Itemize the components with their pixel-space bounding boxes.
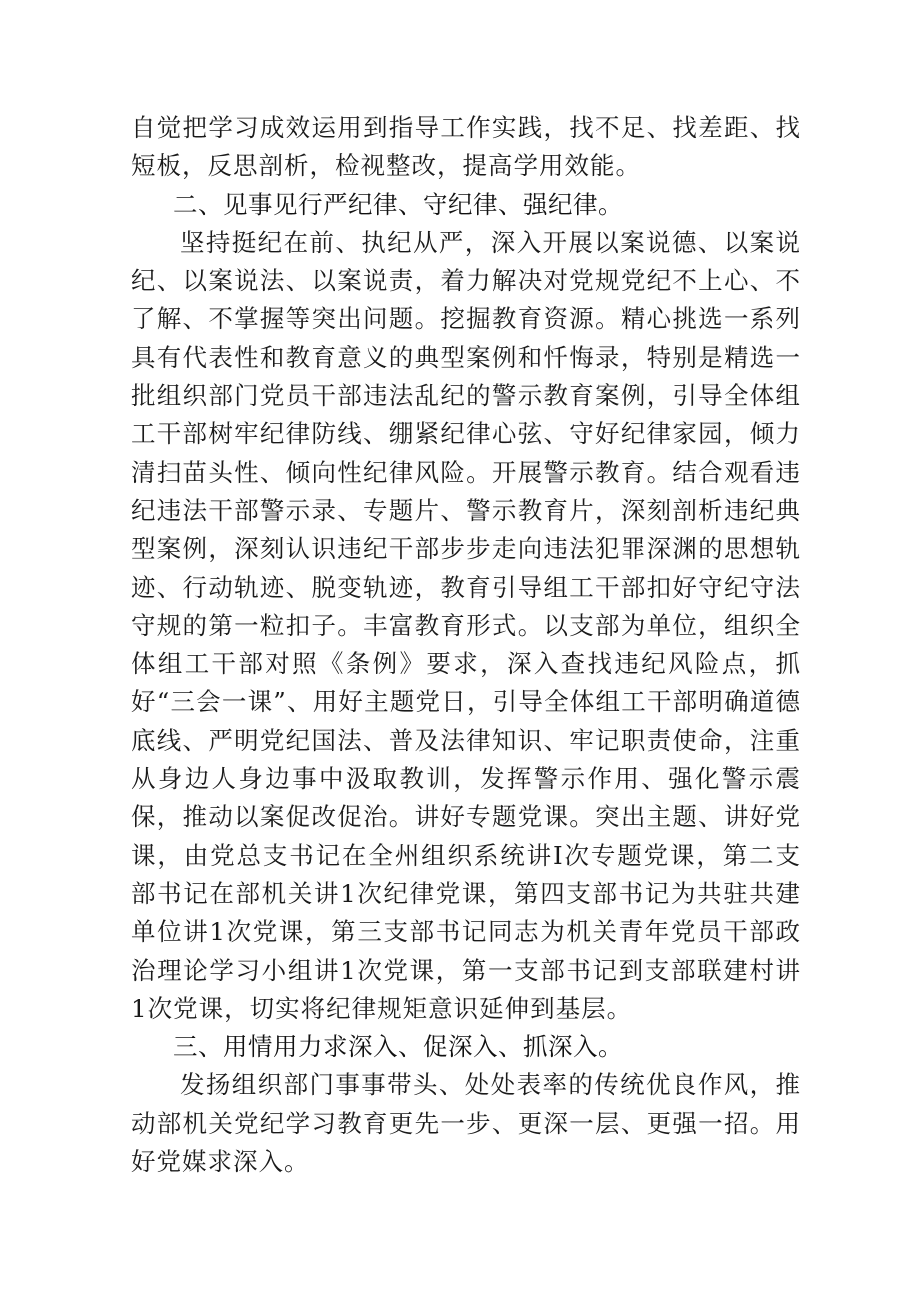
paragraph-intro: 自觉把学习成效运用到指导工作实践，找不足、找差距、找短板，反思剖析，检视整改，提高学用效能。	[131, 113, 801, 181]
section-heading-deepen: 三、用情用力求深入、促深入、抓深入。	[173, 1032, 623, 1062]
section-heading-discipline: 二、见事见行严纪律、守纪律、强纪律。	[173, 189, 623, 219]
paragraph-deepen-body: 发扬组织部门事事带头、处处表率的传统优良作风，推动部机关党纪学习教育更先一步、更深一层、更强一招。用好党媒求深入。	[131, 1070, 801, 1177]
paragraph-discipline-body: 坚持挺纪在前、执纪从严，深入开展以案说德、以案说纪、以案说法、以案说责，着力解决对党规党纪不上心、不了解、不掌握等突出问题。挖掘教育资源。精心挑选一系列具有代表性和教育意义的典型案例和忏悔录，特别是精选一批组织部门党员干部违法乱纪的警示教育案例，引导全体组工干部树牢纪律防线、绷紧纪律心弦、守好纪律家园，倾力清扫苗头性、倾向性纪律风险。开展警示教育。结合观看违纪违法干部警示录、专题片、警示教育片，深刻剖析违纪典型案例，深刻认识违纪干部步步走向违法犯罪深渊的思想轨迹、行动轨迹、脱变轨迹，教育引导组工干部扣好守纪守法守规的第一粒扣子。丰富教育形式。以支部为单位，组织全体组工干部对照《条例》要求，深入查找违纪风险点，抓好“三会一课”、用好主题党日，引导全体组工干部明确道德底线、严明党纪国法、普及法律知识、牢记职责使命，注重从身边人身边事中汲取教训，发挥警示作用、强化警示震保，推动以案促改促治。讲好专题党课。突出主题、讲好党课，由党总支书记在全州组织系统讲I次专题党课，第二支部书记在部机关讲1次纪律党课，第四支部书记为共驻共建单位讲1次党课，第三支部书记同志为机关青年党员干部政治理论学习小组讲1次党课，第一支部书记到支部联建村讲1次党课，切实将纪律规矩意识延伸到基层。	[131, 227, 801, 1023]
document-body	[131, 109, 801, 1181]
